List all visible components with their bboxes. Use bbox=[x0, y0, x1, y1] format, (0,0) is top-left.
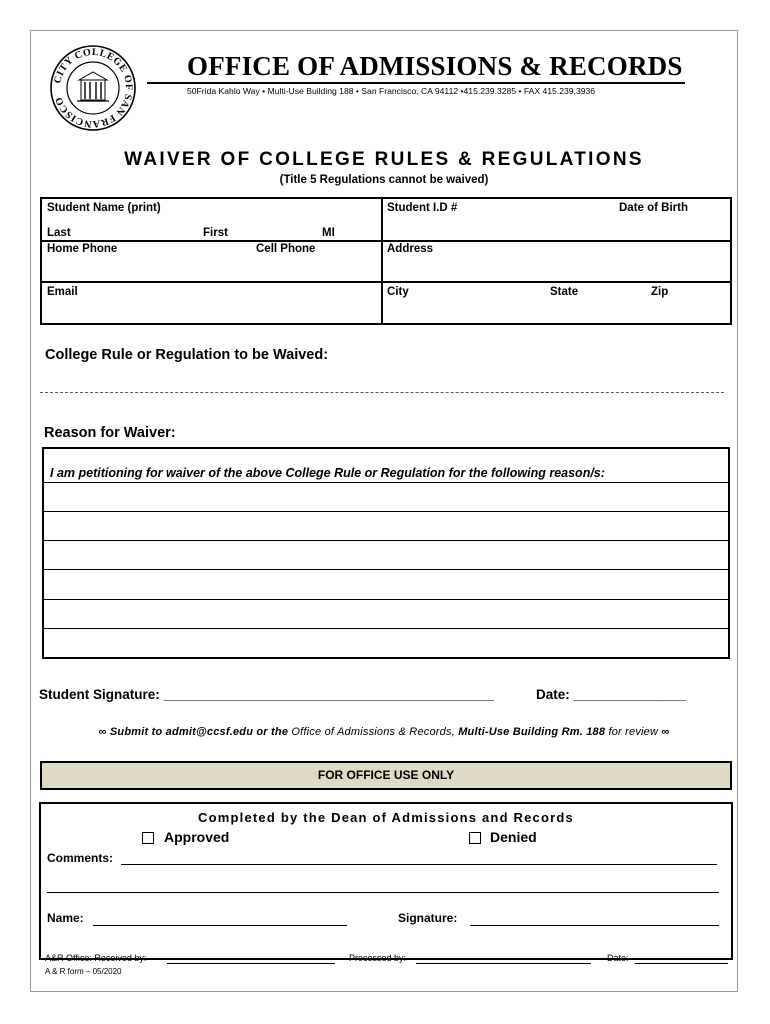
submit-review-text: for review bbox=[608, 726, 659, 738]
college-seal-logo bbox=[49, 44, 137, 132]
infinity-symbol-left: ∞ bbox=[98, 726, 107, 738]
zip-field[interactable]: Zip bbox=[651, 286, 669, 298]
submit-email-text: Submit to admit@ccsf.edu or the bbox=[109, 726, 289, 738]
office-use-banner: FOR OFFICE USE ONLY bbox=[40, 761, 732, 790]
reason-line[interactable] bbox=[44, 482, 728, 483]
form-version: A & R form – 05/2020 bbox=[45, 967, 122, 976]
comments-line[interactable] bbox=[121, 864, 717, 865]
form-page bbox=[30, 30, 738, 992]
table-divider bbox=[381, 199, 383, 323]
rule-input-line[interactable] bbox=[40, 392, 724, 393]
last-name-label: Last bbox=[47, 227, 71, 239]
dean-signature-line[interactable] bbox=[470, 925, 719, 926]
home-phone-field[interactable]: Home Phone bbox=[47, 243, 118, 255]
received-by-line[interactable] bbox=[167, 963, 335, 964]
dean-section-title: Completed by the Dean of Admissions and Records bbox=[198, 810, 574, 825]
state-field[interactable]: State bbox=[550, 286, 579, 298]
name-label: Name: bbox=[47, 911, 84, 925]
student-signature-field[interactable]: Student Signature: ____________________________________________ bbox=[39, 687, 494, 702]
infinity-symbol-right: ∞ bbox=[661, 726, 670, 738]
dean-section bbox=[39, 802, 733, 960]
submit-instructions bbox=[31, 726, 737, 738]
title-underline bbox=[147, 82, 685, 84]
reason-box bbox=[42, 447, 730, 659]
comments-label: Comments: bbox=[47, 851, 114, 865]
denied-checkbox[interactable] bbox=[469, 832, 481, 844]
reason-line[interactable] bbox=[44, 511, 728, 512]
reason-line[interactable] bbox=[44, 540, 728, 541]
reason-section-label: Reason for Waiver: bbox=[44, 425, 176, 441]
processed-by-label: Processed by: bbox=[349, 953, 407, 963]
approved-label: Approved bbox=[164, 829, 230, 845]
office-title: OFFICE OF ADMISSIONS & RECORDS bbox=[187, 51, 683, 81]
reason-prompt: I am petitioning for waiver of the above College Rule or Regulation for the following reason/s: bbox=[50, 466, 605, 480]
approved-checkbox[interactable] bbox=[142, 832, 154, 844]
signature-date-field[interactable]: Date: _______________ bbox=[536, 687, 687, 702]
reason-line[interactable] bbox=[44, 628, 728, 629]
form-subtitle: (Title 5 Regulations cannot be waived) bbox=[279, 174, 489, 186]
svg-text:CITY COLLEGE OF SAN FRANCISCO: CITY COLLEGE OF SAN FRANCISCO bbox=[52, 46, 135, 130]
reason-line[interactable] bbox=[44, 569, 728, 570]
denied-label: Denied bbox=[490, 829, 537, 845]
student-name-field[interactable]: Student Name (print) bbox=[47, 202, 161, 214]
office-address: 50Frida Kahlo Way • Multi-Use Building 188 • San Francisco, CA 94112 •415.239.3285 • FAX 415.239.3936 bbox=[187, 86, 596, 96]
cell-phone-field[interactable]: Cell Phone bbox=[256, 243, 316, 255]
dean-signature-label: Signature: bbox=[398, 911, 458, 925]
comments-line-2[interactable] bbox=[47, 892, 719, 893]
table-divider bbox=[42, 240, 730, 242]
address-field[interactable]: Address bbox=[387, 243, 434, 255]
middle-initial-label: MI bbox=[322, 227, 335, 239]
rule-section-label: College Rule or Regulation to be Waived: bbox=[45, 347, 329, 363]
received-by-label: A&R Office: Received by: bbox=[45, 953, 147, 963]
name-line[interactable] bbox=[93, 925, 347, 926]
email-field[interactable]: Email bbox=[47, 286, 78, 298]
form-title: WAIVER OF COLLEGE RULES & REGULATIONS bbox=[124, 149, 644, 170]
student-info-table bbox=[40, 197, 732, 325]
student-id-field[interactable]: Student I.D # bbox=[387, 202, 458, 214]
footer-date-line[interactable] bbox=[635, 963, 728, 964]
table-divider bbox=[42, 281, 730, 283]
footer-date-label: Date: bbox=[607, 953, 629, 963]
date-of-birth-field[interactable]: Date of Birth bbox=[619, 202, 688, 214]
reason-line[interactable] bbox=[44, 599, 728, 600]
city-field[interactable]: City bbox=[387, 286, 409, 298]
first-name-label: First bbox=[203, 227, 228, 239]
processed-by-line[interactable] bbox=[416, 963, 591, 964]
submit-building-text: Multi-Use Building Rm. 188 bbox=[458, 726, 606, 738]
submit-office-text: Office of Admissions & Records, bbox=[291, 726, 455, 738]
